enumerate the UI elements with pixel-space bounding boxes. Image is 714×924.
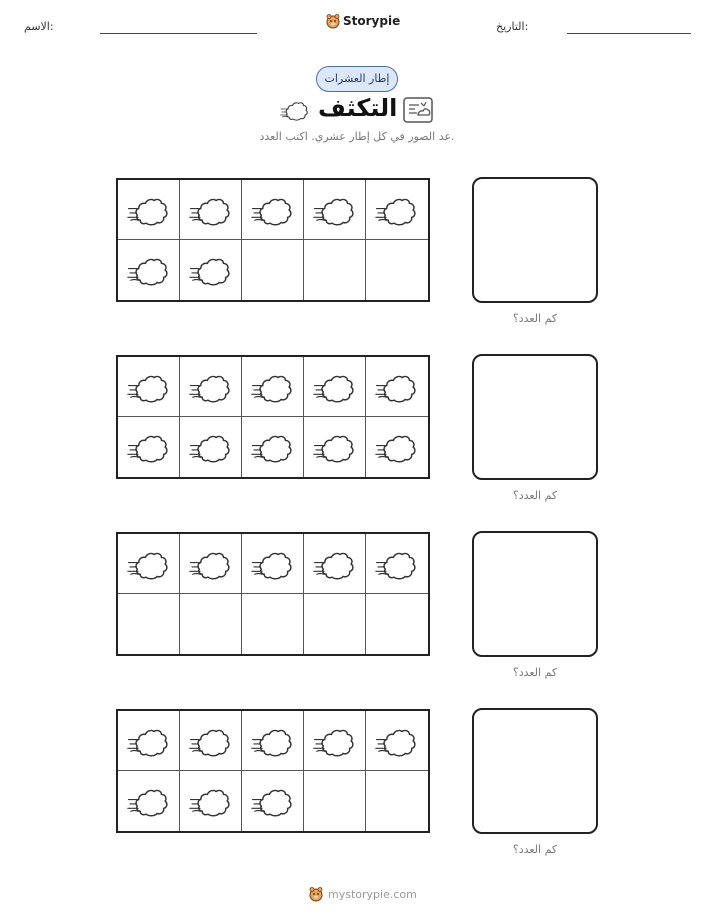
condensation-cloud-icon bbox=[189, 722, 233, 760]
condensation-cloud-icon bbox=[251, 722, 295, 760]
ten-frame-cell bbox=[180, 357, 242, 417]
condensation-cloud-icon bbox=[313, 428, 357, 466]
ten-frame-cell bbox=[366, 240, 428, 300]
ten-frame-cell bbox=[304, 180, 366, 240]
page-title: التكثف bbox=[318, 94, 398, 122]
how-many-question: كم العدد؟ bbox=[512, 312, 558, 325]
bear-mascot-icon bbox=[326, 13, 340, 29]
instructions: عد الصور في كل إطار عشري. اكتب العدد. bbox=[259, 130, 455, 143]
condensation-cloud-icon bbox=[375, 368, 419, 406]
ten-frame-cell bbox=[366, 357, 428, 417]
weather-frame-icon bbox=[403, 97, 433, 123]
condensation-cloud-icon bbox=[127, 368, 171, 406]
how-many-question: كم العدد؟ bbox=[512, 843, 558, 856]
ten-frame-cell bbox=[242, 240, 304, 300]
condensation-cloud-icon bbox=[189, 251, 233, 289]
condensation-cloud-icon bbox=[313, 368, 357, 406]
ten-frame-cell bbox=[118, 534, 180, 594]
ten-frame-cell bbox=[242, 771, 304, 831]
condensation-cloud-icon bbox=[280, 97, 310, 123]
ten-frame-cell bbox=[242, 357, 304, 417]
ten-frame-cell bbox=[118, 417, 180, 477]
ten-frame-cell bbox=[242, 534, 304, 594]
ten-frame-cell bbox=[242, 417, 304, 477]
ten-frame-cell bbox=[180, 711, 242, 771]
condensation-cloud-icon bbox=[375, 428, 419, 466]
condensation-cloud-icon bbox=[375, 722, 419, 760]
ten-frame-cell bbox=[366, 417, 428, 477]
ten-frame-cell bbox=[180, 594, 242, 654]
ten-frame-cell bbox=[366, 594, 428, 654]
ten-frame bbox=[116, 709, 430, 833]
name-label: الاسم: bbox=[24, 20, 54, 33]
answer-box[interactable] bbox=[472, 708, 598, 834]
condensation-cloud-icon bbox=[313, 722, 357, 760]
how-many-question: كم العدد؟ bbox=[512, 489, 558, 502]
ten-frame-cell bbox=[304, 534, 366, 594]
ten-frame-cell bbox=[180, 771, 242, 831]
ten-frame-cell bbox=[304, 417, 366, 477]
ten-frame-cell bbox=[304, 240, 366, 300]
answer-box[interactable] bbox=[472, 531, 598, 657]
ten-frame bbox=[116, 532, 430, 656]
name-field[interactable] bbox=[100, 33, 257, 34]
condensation-cloud-icon bbox=[189, 428, 233, 466]
footer bbox=[308, 886, 417, 902]
condensation-cloud-icon bbox=[127, 428, 171, 466]
date-label: التاريخ: bbox=[496, 20, 529, 33]
ten-frame-cell bbox=[304, 771, 366, 831]
ten-frame-cell bbox=[242, 711, 304, 771]
condensation-cloud-icon bbox=[251, 782, 295, 820]
ten-frame-cell bbox=[118, 771, 180, 831]
ten-frame-cell bbox=[366, 534, 428, 594]
condensation-cloud-icon bbox=[313, 545, 357, 583]
condensation-cloud-icon bbox=[189, 191, 233, 229]
ten-frame bbox=[116, 355, 430, 479]
ten-frame-cell bbox=[118, 357, 180, 417]
condensation-cloud-icon bbox=[313, 191, 357, 229]
condensation-cloud-icon bbox=[251, 428, 295, 466]
condensation-cloud-icon bbox=[375, 545, 419, 583]
ten-frame-cell bbox=[366, 180, 428, 240]
ten-frame-cell bbox=[304, 594, 366, 654]
ten-frame-cell bbox=[366, 711, 428, 771]
condensation-cloud-icon bbox=[127, 782, 171, 820]
ten-frame-cell bbox=[118, 711, 180, 771]
bear-mascot-icon bbox=[308, 886, 324, 902]
condensation-cloud-icon bbox=[251, 191, 295, 229]
how-many-question: كم العدد؟ bbox=[512, 666, 558, 679]
topic-badge: إطار العشرات bbox=[316, 66, 398, 92]
footer-site: mystorypie.com bbox=[328, 887, 417, 901]
ten-frame-cell bbox=[118, 594, 180, 654]
condensation-cloud-icon bbox=[251, 545, 295, 583]
brand-logo bbox=[326, 13, 400, 29]
brand-name: Storypie bbox=[343, 14, 401, 28]
ten-frame-cell bbox=[242, 180, 304, 240]
ten-frame-cell bbox=[304, 357, 366, 417]
condensation-cloud-icon bbox=[127, 191, 171, 229]
condensation-cloud-icon bbox=[127, 251, 171, 289]
ten-frame-cell bbox=[180, 534, 242, 594]
ten-frame-cell bbox=[180, 240, 242, 300]
ten-frame-cell bbox=[242, 594, 304, 654]
ten-frame-cell bbox=[180, 180, 242, 240]
ten-frame-cell bbox=[118, 240, 180, 300]
answer-box[interactable] bbox=[472, 177, 598, 303]
title-row bbox=[0, 94, 714, 128]
condensation-cloud-icon bbox=[127, 722, 171, 760]
ten-frame-cell bbox=[304, 711, 366, 771]
condensation-cloud-icon bbox=[251, 368, 295, 406]
condensation-cloud-icon bbox=[189, 782, 233, 820]
ten-frame bbox=[116, 178, 430, 302]
condensation-cloud-icon bbox=[127, 545, 171, 583]
answer-box[interactable] bbox=[472, 354, 598, 480]
ten-frame-cell bbox=[180, 417, 242, 477]
condensation-cloud-icon bbox=[189, 368, 233, 406]
date-field[interactable] bbox=[567, 33, 691, 34]
ten-frame-cell bbox=[366, 771, 428, 831]
condensation-cloud-icon bbox=[375, 191, 419, 229]
ten-frame-cell bbox=[118, 180, 180, 240]
condensation-cloud-icon bbox=[189, 545, 233, 583]
